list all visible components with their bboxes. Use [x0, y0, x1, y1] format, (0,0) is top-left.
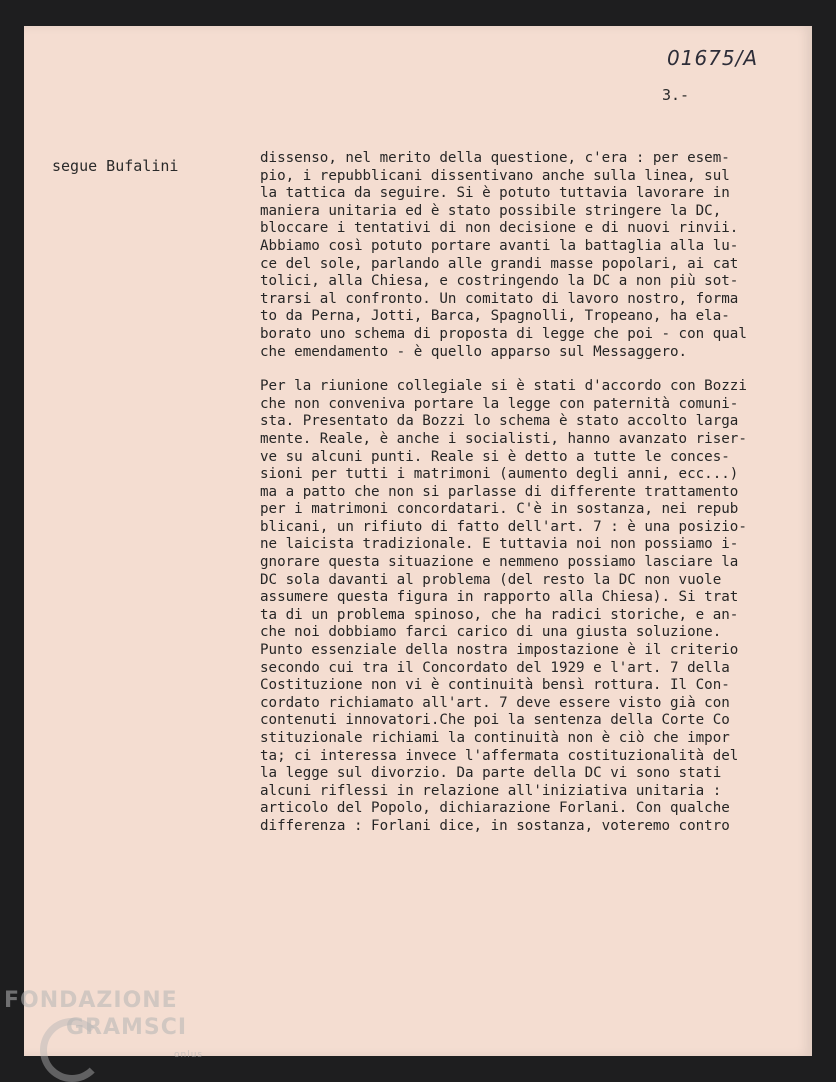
- text-line: blicani, un rifiuto di fatto dell'art. 7 : è una posizio-: [260, 518, 747, 535]
- text-line: sta. Presentato da Bozzi lo schema è stato accolto larga: [260, 413, 739, 430]
- watermark-line-2: GRAMSCI: [66, 1015, 188, 1040]
- paragraph-1: [260, 150, 800, 361]
- text-line: che noi dobbiamo farci carico di una giusta soluzione.: [260, 624, 722, 641]
- text-line: articolo del Popolo, dichiarazione Forlani. Con qualche: [260, 800, 730, 817]
- text-line: gnorare questa situazione e nemmeno possiamo lasciare la: [260, 554, 739, 571]
- text-line: mente. Reale, è anche i socialisti, hanno avanzato riser-: [260, 430, 747, 447]
- text-line: ma a patto che non si parlasse di differente trattamento: [260, 483, 739, 500]
- text-line: assumere questa figura in rapporto alla Chiesa). Si trat: [260, 589, 739, 606]
- body-text: [260, 150, 800, 836]
- text-line: DC sola davanti al problema (del resto la DC non vuole: [260, 571, 722, 588]
- text-line: stituzionale richiami la continuità non è ciò che impor: [260, 730, 730, 746]
- text-line: tolici, alla Chiesa, e costringendo la DC a non più sot-: [260, 273, 739, 290]
- text-line: Punto essenziale della nostra impostazione è il criterio: [260, 642, 739, 659]
- text-line: contenuti innovatori.Che poi la sentenza della Corte Co: [260, 712, 730, 729]
- watermark-logo-icon: [40, 1018, 104, 1082]
- text-line: alcuni riflessi in relazione all'iniziativa unitaria :: [260, 782, 722, 799]
- watermark-line-3: onlus: [174, 1050, 204, 1060]
- text-line: secondo cui tra il Concordato del 1929 e l'art. 7 della: [260, 659, 730, 676]
- text-line: che non conveniva portare la legge con paternità comuni-: [260, 395, 739, 412]
- text-line: Per la riunione collegiale si è stati d'accordo con Bozzi: [260, 378, 747, 395]
- text-line: ve su alcuni punti. Reale si è detto a tutte le conces-: [260, 448, 730, 465]
- text-line: cordato richiamato all'art. 7 deve essere visto già con: [260, 694, 730, 711]
- watermark-line-1: FONDAZIONE: [4, 988, 178, 1013]
- text-line: dissenso, nel merito della questione, c'era : per esem-: [260, 150, 730, 166]
- text-line: maniera unitaria ed è stato possibile stringere la DC,: [260, 202, 722, 219]
- fondazione-gramsci-watermark: [4, 988, 204, 1060]
- text-line: che emendamento - è quello apparso sul Messaggero.: [260, 343, 688, 360]
- text-line: trarsi al confronto. Un comitato di lavoro nostro, forma: [260, 290, 739, 307]
- text-line: la tattica da seguire. Si è potuto tuttavia lavorare in: [260, 185, 730, 202]
- page-number: 3.-: [662, 86, 690, 104]
- speaker-label: segue Bufalini: [52, 157, 179, 175]
- text-line: ne laicista tradizionale. E tuttavia noi non possiamo i-: [260, 536, 739, 553]
- text-line: Costituzione non vi è continuità bensì rottura. Il Con-: [260, 677, 730, 694]
- text-line: Abbiamo così potuto portare avanti la battaglia alla lu-: [260, 237, 739, 254]
- text-line: differenza : Forlani dice, in sostanza, voteremo contro: [260, 817, 730, 834]
- text-line: per i matrimoni concordatari. C'è in sostanza, nei repub: [260, 501, 739, 518]
- text-line: ce del sole, parlando alle grandi masse popolari, ai cat: [260, 255, 739, 272]
- paragraph-2: [260, 378, 800, 835]
- archive-code: 01675/A: [667, 46, 759, 70]
- text-line: ta di un problema spinoso, che ha radici storiche, e an-: [260, 606, 739, 623]
- text-line: ta; ci interessa invece l'affermata costituzionalità del: [260, 747, 739, 764]
- text-line: sioni per tutti i matrimoni (aumento degli anni, ecc...): [260, 466, 739, 483]
- text-line: bloccare i tentativi di non decisione e di nuovi rinvii.: [260, 220, 739, 237]
- text-line: to da Perna, Jotti, Barca, Spagnolli, Tropeano, ha ela-: [260, 308, 730, 325]
- text-line: borato uno schema di proposta di legge che poi - con qual: [260, 325, 747, 342]
- text-line: pio, i repubblicani dissentivano anche sulla linea, sul: [260, 167, 730, 184]
- document-page: [24, 26, 812, 1056]
- text-line: la legge sul divorzio. Da parte della DC vi sono stati: [260, 765, 722, 782]
